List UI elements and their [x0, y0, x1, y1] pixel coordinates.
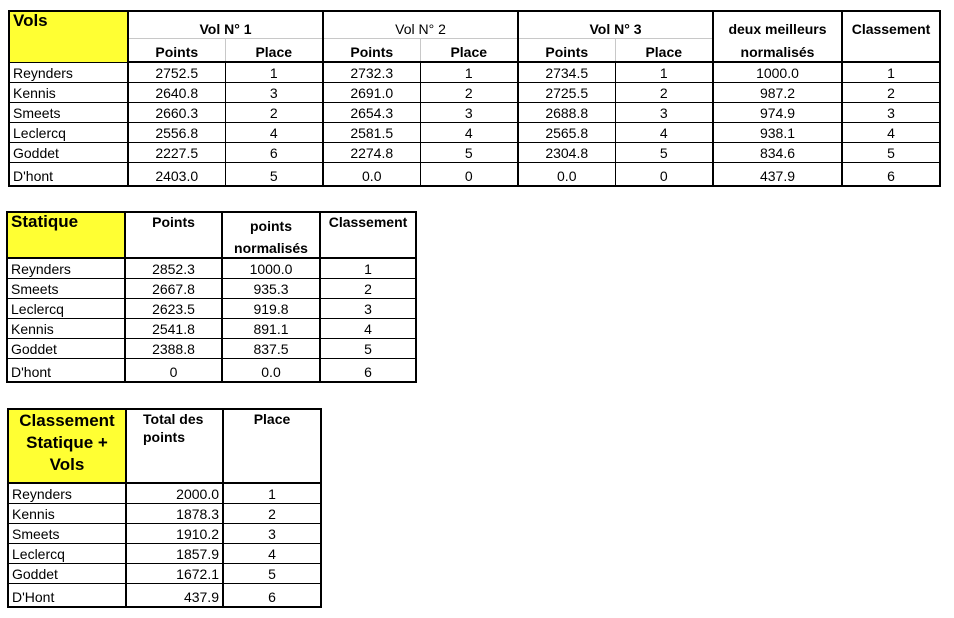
- ranking: 1: [842, 62, 940, 82]
- statique-table: [6, 211, 417, 383]
- total-rows: [8, 483, 321, 607]
- pilot-name: Smeets: [7, 278, 125, 298]
- total-points: 1672.1: [126, 563, 223, 583]
- total-points-line2: points: [143, 429, 185, 445]
- total-row: [8, 543, 321, 563]
- vols-row: [9, 122, 940, 142]
- total-title-line1: Classement: [19, 411, 115, 430]
- vol3-points: 2725.5: [518, 82, 615, 102]
- total-place: 1: [223, 483, 321, 503]
- pilot-name: Kennis: [9, 82, 128, 102]
- statique-points: 2388.8: [125, 338, 222, 358]
- vol1-place: 5: [225, 162, 323, 186]
- vol3-place: 1: [615, 62, 713, 82]
- best-two-normalised: 834.6: [713, 142, 842, 162]
- vol1-points: 2640.8: [128, 82, 225, 102]
- statique-row: [7, 278, 416, 298]
- vol2-points: 2581.5: [323, 122, 420, 142]
- statique-ranking-header: Classement: [320, 212, 416, 258]
- vol1-place: 3: [225, 82, 323, 102]
- vols-title: Vols: [9, 11, 128, 62]
- total-row: [8, 583, 321, 607]
- total-row: [8, 523, 321, 543]
- total-points-header: [126, 409, 223, 483]
- total-title-line2: Statique +: [26, 433, 108, 452]
- vol3-points: 0.0: [518, 162, 615, 186]
- statique-ranking: 3: [320, 298, 416, 318]
- vol1-place: 4: [225, 122, 323, 142]
- pilot-name: Reynders: [9, 62, 128, 82]
- statique-points: 2667.8: [125, 278, 222, 298]
- total-points: 2000.0: [126, 483, 223, 503]
- total-table: [7, 408, 322, 608]
- vol2-points: 2654.3: [323, 102, 420, 122]
- vol2-place-header: Place: [420, 38, 518, 62]
- pilot-name: Goddet: [9, 142, 128, 162]
- statique-normalised: 935.3: [222, 278, 320, 298]
- best-two-normalised: 1000.0: [713, 62, 842, 82]
- statique-rows: [7, 258, 416, 382]
- statique-normalised: 919.8: [222, 298, 320, 318]
- vol3-points-header: Points: [518, 38, 615, 62]
- vol2-points: 2691.0: [323, 82, 420, 102]
- vols-row: [9, 162, 940, 186]
- total-place: 4: [223, 543, 321, 563]
- pilot-name: Reynders: [8, 483, 126, 503]
- statique-ranking: 2: [320, 278, 416, 298]
- vol3-place: 4: [615, 122, 713, 142]
- vol2-points: 0.0: [323, 162, 420, 186]
- pilot-name: Goddet: [7, 338, 125, 358]
- pilot-name: Leclercq: [7, 298, 125, 318]
- vol1-points: 2403.0: [128, 162, 225, 186]
- vol1-header: Vol N° 1: [128, 11, 323, 38]
- vol3-header: Vol N° 3: [518, 11, 713, 38]
- total-place: 6: [223, 583, 321, 607]
- best-two-sub-header: normalisés: [713, 38, 842, 62]
- vol3-place: 2: [615, 82, 713, 102]
- statique-points: 2852.3: [125, 258, 222, 278]
- vol3-points: 2688.8: [518, 102, 615, 122]
- pilot-name: D'hont: [7, 358, 125, 382]
- vols-row: [9, 82, 940, 102]
- pilot-name: D'Hont: [8, 583, 126, 607]
- vol3-points: 2565.8: [518, 122, 615, 142]
- total-points: 437.9: [126, 583, 223, 607]
- ranking: 3: [842, 102, 940, 122]
- vols-rows: [9, 62, 940, 186]
- vol3-points: 2304.8: [518, 142, 615, 162]
- vol3-place: 5: [615, 142, 713, 162]
- ranking: 4: [842, 122, 940, 142]
- statique-ranking: 1: [320, 258, 416, 278]
- vol2-place: 4: [420, 122, 518, 142]
- vol2-points: 2274.8: [323, 142, 420, 162]
- statique-title: Statique: [7, 212, 125, 258]
- statique-ranking: 6: [320, 358, 416, 382]
- pilot-name: Smeets: [9, 102, 128, 122]
- vol1-points: 2227.5: [128, 142, 225, 162]
- ranking: 5: [842, 142, 940, 162]
- total-place: 3: [223, 523, 321, 543]
- vol3-place-header: Place: [615, 38, 713, 62]
- vol2-place: 3: [420, 102, 518, 122]
- vol2-place: 0: [420, 162, 518, 186]
- total-title-line3: Vols: [49, 455, 85, 474]
- total-row: [8, 503, 321, 523]
- total-row: [8, 483, 321, 503]
- vol2-points-header: Points: [323, 38, 420, 62]
- statique-normalised: 0.0: [222, 358, 320, 382]
- pilot-name: Goddet: [8, 563, 126, 583]
- total-points: 1910.2: [126, 523, 223, 543]
- statique-normalised: 1000.0: [222, 258, 320, 278]
- vol2-place: 5: [420, 142, 518, 162]
- total-row: [8, 563, 321, 583]
- statique-ranking: 4: [320, 318, 416, 338]
- best-two-normalised: 437.9: [713, 162, 842, 186]
- total-place: 5: [223, 563, 321, 583]
- statique-points: 0: [125, 358, 222, 382]
- vol3-place: 0: [615, 162, 713, 186]
- pilot-name: Smeets: [8, 523, 126, 543]
- vol2-place: 2: [420, 82, 518, 102]
- vol2-header: Vol N° 2: [323, 11, 518, 38]
- vols-row: [9, 142, 940, 162]
- pilot-name: Leclercq: [9, 122, 128, 142]
- statique-points: 2623.5: [125, 298, 222, 318]
- vol1-points: 2752.5: [128, 62, 225, 82]
- total-points: 1857.9: [126, 543, 223, 563]
- pilot-name: Leclercq: [8, 543, 126, 563]
- best-two-normalised: 938.1: [713, 122, 842, 142]
- vol2-points: 2732.3: [323, 62, 420, 82]
- pilot-name: Reynders: [7, 258, 125, 278]
- ranking: 2: [842, 82, 940, 102]
- vol1-points: 2556.8: [128, 122, 225, 142]
- vol3-points: 2734.5: [518, 62, 615, 82]
- statique-normalised: 837.5: [222, 338, 320, 358]
- statique-points: 2541.8: [125, 318, 222, 338]
- statique-row: [7, 298, 416, 318]
- total-points-line1: Total des: [143, 411, 204, 427]
- vols-row: [9, 62, 940, 82]
- vol1-place-header: Place: [225, 38, 323, 62]
- vol3-place: 3: [615, 102, 713, 122]
- statique-row: [7, 258, 416, 278]
- statique-points-header: Points: [125, 212, 222, 258]
- vol1-place: 2: [225, 102, 323, 122]
- statique-norm-sub-header: normalisés: [222, 235, 320, 258]
- vol2-place: 1: [420, 62, 518, 82]
- total-place-header: Place: [223, 409, 321, 483]
- statique-ranking: 5: [320, 338, 416, 358]
- vol1-place: 1: [225, 62, 323, 82]
- vol1-points: 2660.3: [128, 102, 225, 122]
- vol1-place: 6: [225, 142, 323, 162]
- statique-row: [7, 358, 416, 382]
- best-two-normalised: 974.9: [713, 102, 842, 122]
- pilot-name: Kennis: [7, 318, 125, 338]
- total-title: [8, 409, 126, 483]
- ranking-sub-header: [842, 38, 940, 62]
- vols-table: [8, 10, 941, 187]
- statique-row: [7, 318, 416, 338]
- ranking-header: Classement: [842, 11, 940, 38]
- best-two-header: deux meilleurs: [713, 11, 842, 38]
- total-place: 2: [223, 503, 321, 523]
- statique-normalised: 891.1: [222, 318, 320, 338]
- statique-row: [7, 338, 416, 358]
- total-points: 1878.3: [126, 503, 223, 523]
- pilot-name: Kennis: [8, 503, 126, 523]
- best-two-normalised: 987.2: [713, 82, 842, 102]
- vol1-points-header: Points: [128, 38, 225, 62]
- pilot-name: D'hont: [9, 162, 128, 186]
- vols-row: [9, 102, 940, 122]
- statique-norm-header: points: [222, 212, 320, 235]
- ranking: 6: [842, 162, 940, 186]
